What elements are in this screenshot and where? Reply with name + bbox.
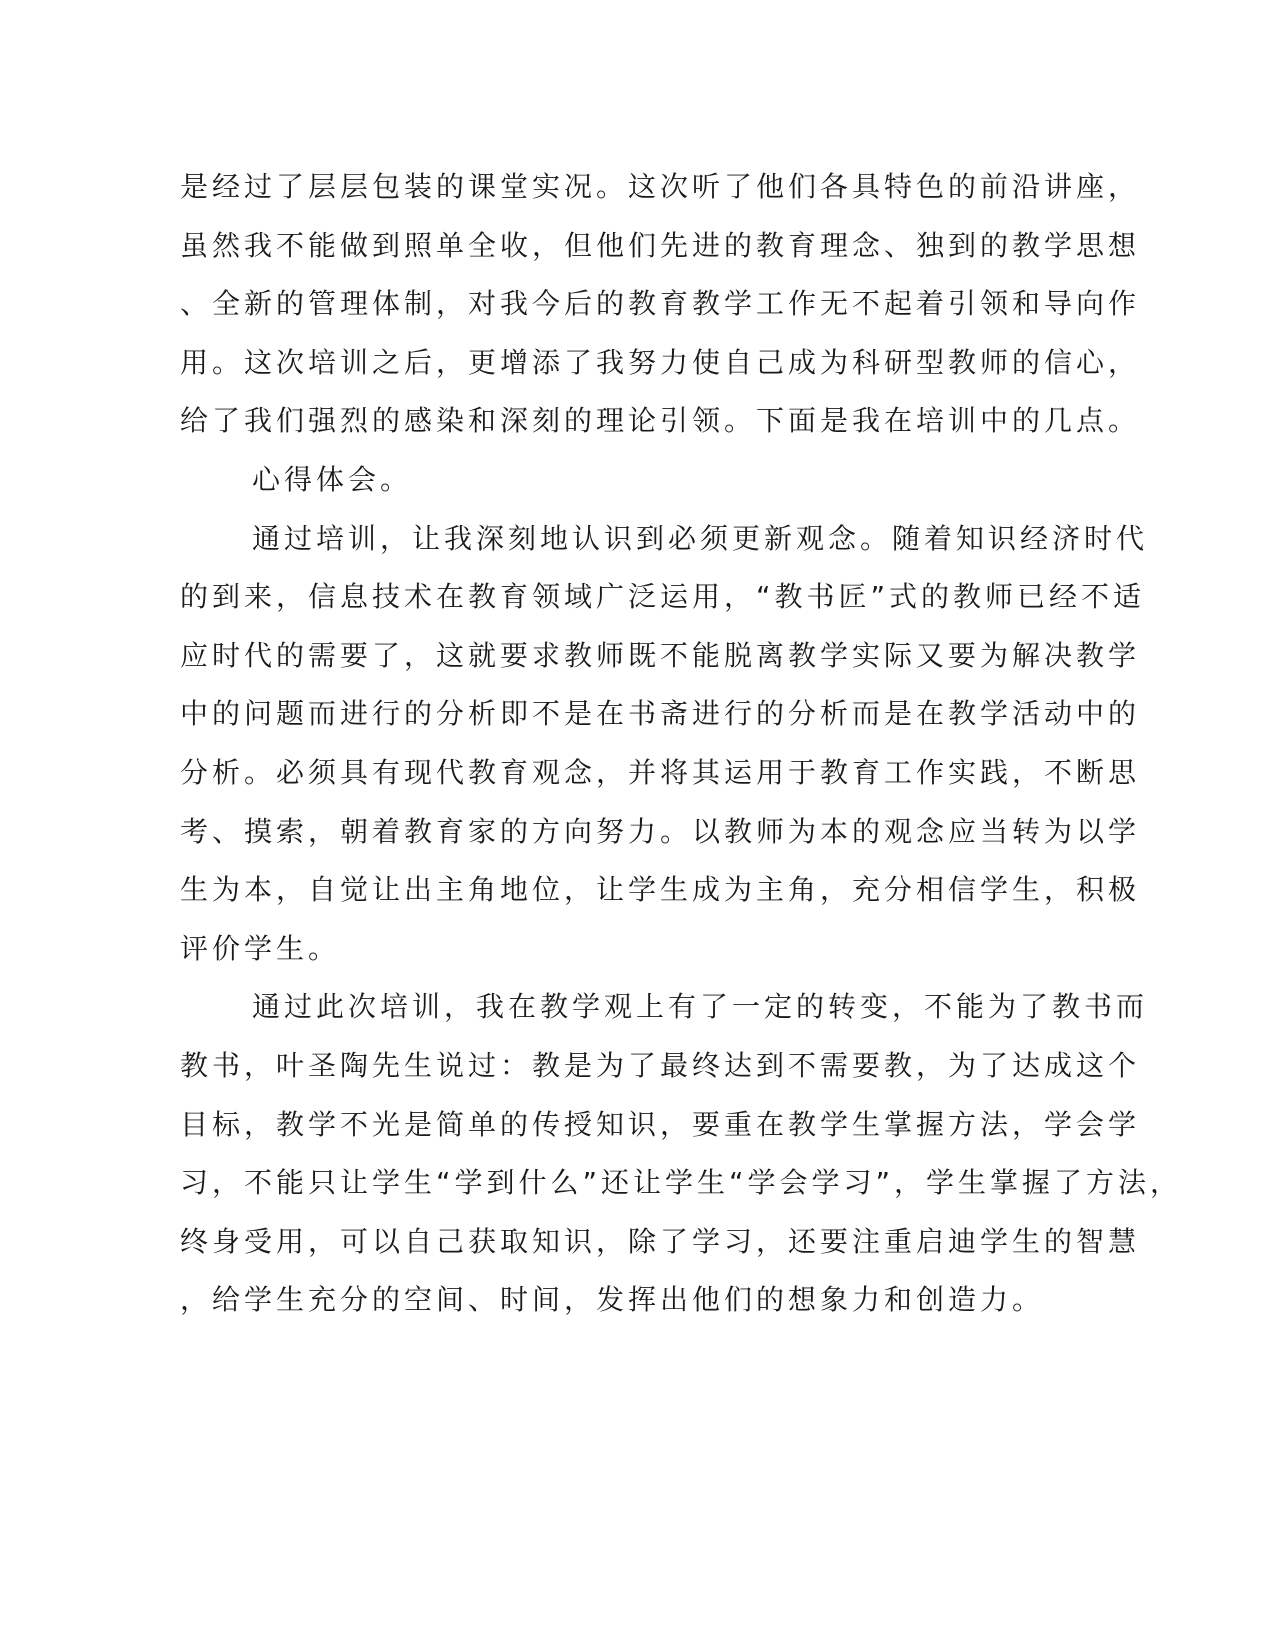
text-line: 目标，教学不光是简单的传授知识，要重在教学生掌握方法，学会学 [180,1107,1141,1141]
text-line: 通过培训，让我深刻地认识到必须更新观念。随着知识经济时代 [252,521,1149,555]
text-line: 给了我们强烈的感染和深刻的理论引领。下面是我在培训中的几点。 [180,404,1141,438]
text-line: ，给学生充分的空间、时间，发挥出他们的想象力和创造力。 [180,1283,1045,1317]
text-line: 中的问题而进行的分析即不是在书斋进行的分析而是在教学活动中的 [180,697,1141,731]
text-line: 应时代的需要了，这就要求教师既不能脱离教学实际又要为解决教学 [180,638,1141,672]
text-line: 教书，叶圣陶先生说过：教是为了最终达到不需要教，为了达成这个 [180,1048,1141,1082]
text-line: 虽然我不能做到照单全收，但他们先进的教育理念、独到的教学思想 [180,228,1141,262]
text-line: 分析。必须具有现代教育观念，并将其运用于教育工作实践，不断思 [180,755,1141,789]
text-line: 通过此次培训，我在教学观上有了一定的转变，不能为了教书而 [252,990,1149,1024]
text-line: 、全新的管理体制，对我今后的教育教学工作无不起着引领和导向作 [180,287,1141,321]
text-line: 是经过了层层包装的课堂实况。这次听了他们各具特色的前沿讲座， [180,170,1141,203]
text-line: 心得体会。 [252,462,413,496]
text-line: 评价学生。 [180,931,341,965]
text-line: 终身受用，可以自己获取知识，除了学习，还要注重启迪学生的智慧 [180,1224,1141,1258]
text-line: 用。这次培训之后，更增添了我努力使自己成为科研型教师的信心， [180,345,1141,379]
text-line: 考、摸索，朝着教育家的方向努力。以教师为本的观念应当转为以学 [180,814,1141,848]
text-line: 习，不能只让学生“学到什么”还让学生“学会学习”，学生掌握了方法， [180,1166,1183,1200]
text-line: 生为本，自觉让出主角地位，让学生成为主角，充分相信学生，积极 [180,873,1141,907]
text-line: 的到来，信息技术在教育领域广泛运用，“教书匠”式的教师已经不适 [180,580,1146,614]
body-text [180,158,1183,1330]
